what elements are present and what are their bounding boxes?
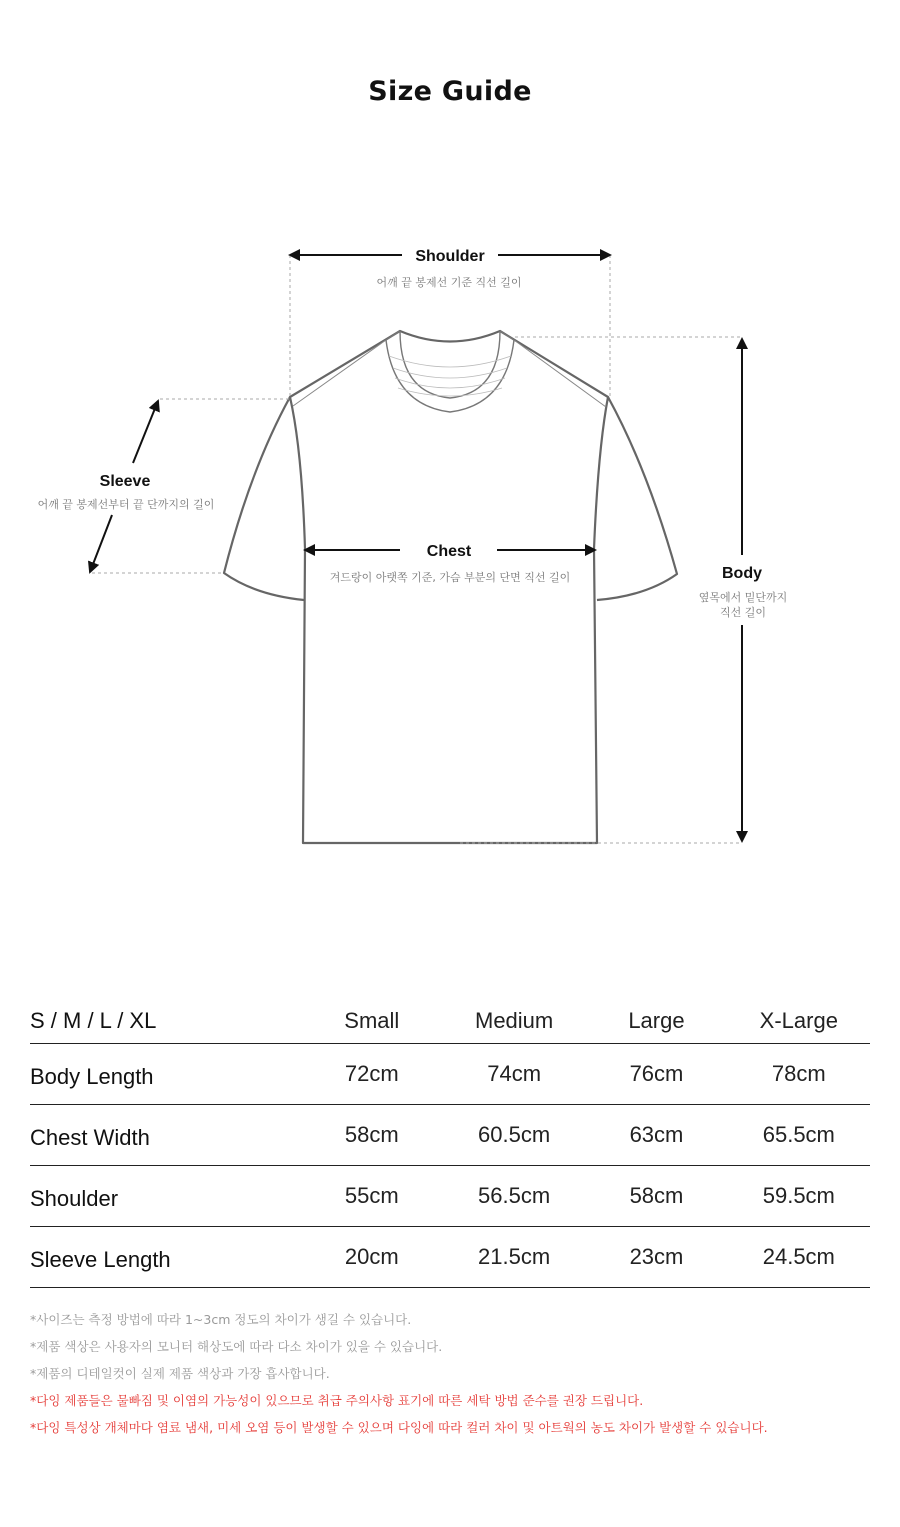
table-cell: 74cm [443, 1044, 585, 1105]
note-measurement: *사이즈는 측정 방법에 따라 1~3cm 정도의 차이가 생길 수 있습니다. [30, 1312, 412, 1327]
table-header-medium: Medium [443, 984, 585, 1044]
table-row [30, 1044, 870, 1105]
shoulder-label: Shoulder [415, 248, 485, 265]
row-label: Body Length [30, 1044, 301, 1105]
body-desc-line1: 옆목에서 밑단까지 [698, 591, 788, 604]
table-cell: 58cm [585, 1166, 727, 1227]
table-cell: 24.5cm [728, 1227, 870, 1288]
shoulder-desc: 어깨 끝 봉제선 기준 직선 길이 [376, 276, 522, 289]
page-title: Size Guide [368, 76, 532, 107]
row-label: Sleeve Length [30, 1227, 301, 1288]
table-cell: 72cm [301, 1044, 443, 1105]
tshirt-size-diagram [0, 200, 900, 880]
table-header-xlarge: X-Large [728, 984, 870, 1044]
table-cell: 56.5cm [443, 1166, 585, 1227]
sleeve-measure [38, 401, 215, 572]
chest-desc: 겨드랑이 아랫쪽 기준, 가슴 부분의 단면 직선 길이 [329, 571, 571, 584]
table-cell: 55cm [301, 1166, 443, 1227]
table-header-large: Large [585, 984, 727, 1044]
row-label: Shoulder [30, 1166, 301, 1227]
table-cell: 23cm [585, 1227, 727, 1288]
table-row [30, 1227, 870, 1288]
row-label: Chest Width [30, 1105, 301, 1166]
table-cell: 59.5cm [728, 1166, 870, 1227]
body-desc-line2: 직선 길이 [719, 606, 767, 619]
table-row [30, 1105, 870, 1166]
note-monitor-color: *제품 색상은 사용자의 모니터 해상도에 따라 다소 차이가 있을 수 있습니다. [30, 1339, 443, 1354]
note-dyeing-wash: *다잉 제품들은 물빠짐 및 이염의 가능성이 있으므로 취급 주의사항 표기에 따른 세탁 방법 준수를 권장 드립니다. [30, 1393, 644, 1408]
table-cell: 63cm [585, 1105, 727, 1166]
note-dyeing-variance: *다잉 특성상 개체마다 염료 냄새, 미세 오염 등이 발생할 수 있으며 다잉에 따라 컬러 차이 및 아트웍의 농도 차이가 발생할 수 있습니다. [30, 1420, 768, 1435]
tshirt-outline [224, 331, 677, 843]
size-table [30, 984, 870, 1288]
body-measure [699, 339, 788, 841]
shoulder-measure [290, 248, 610, 289]
table-cell: 78cm [728, 1044, 870, 1105]
table-header-row [30, 984, 870, 1044]
sleeve-label: Sleeve [99, 473, 151, 490]
table-cell: 65.5cm [728, 1105, 870, 1166]
table-row [30, 1166, 870, 1227]
table-cell: 58cm [301, 1105, 443, 1166]
table-cell: 20cm [301, 1227, 443, 1288]
table-cell: 76cm [585, 1044, 727, 1105]
body-label: Body [722, 565, 762, 582]
table-header-small: Small [301, 984, 443, 1044]
sleeve-desc: 어깨 끝 봉제선부터 끝 단까지의 길이 [37, 498, 215, 511]
table-header-size-list: S / M / L / XL [30, 984, 301, 1044]
note-detail-cut: *제품의 디테일컷이 실제 제품 색상과 가장 흡사합니다. [30, 1366, 330, 1381]
care-notes [30, 1310, 880, 1445]
table-cell: 21.5cm [443, 1227, 585, 1288]
chest-label: Chest [426, 543, 472, 560]
table-cell: 60.5cm [443, 1105, 585, 1166]
